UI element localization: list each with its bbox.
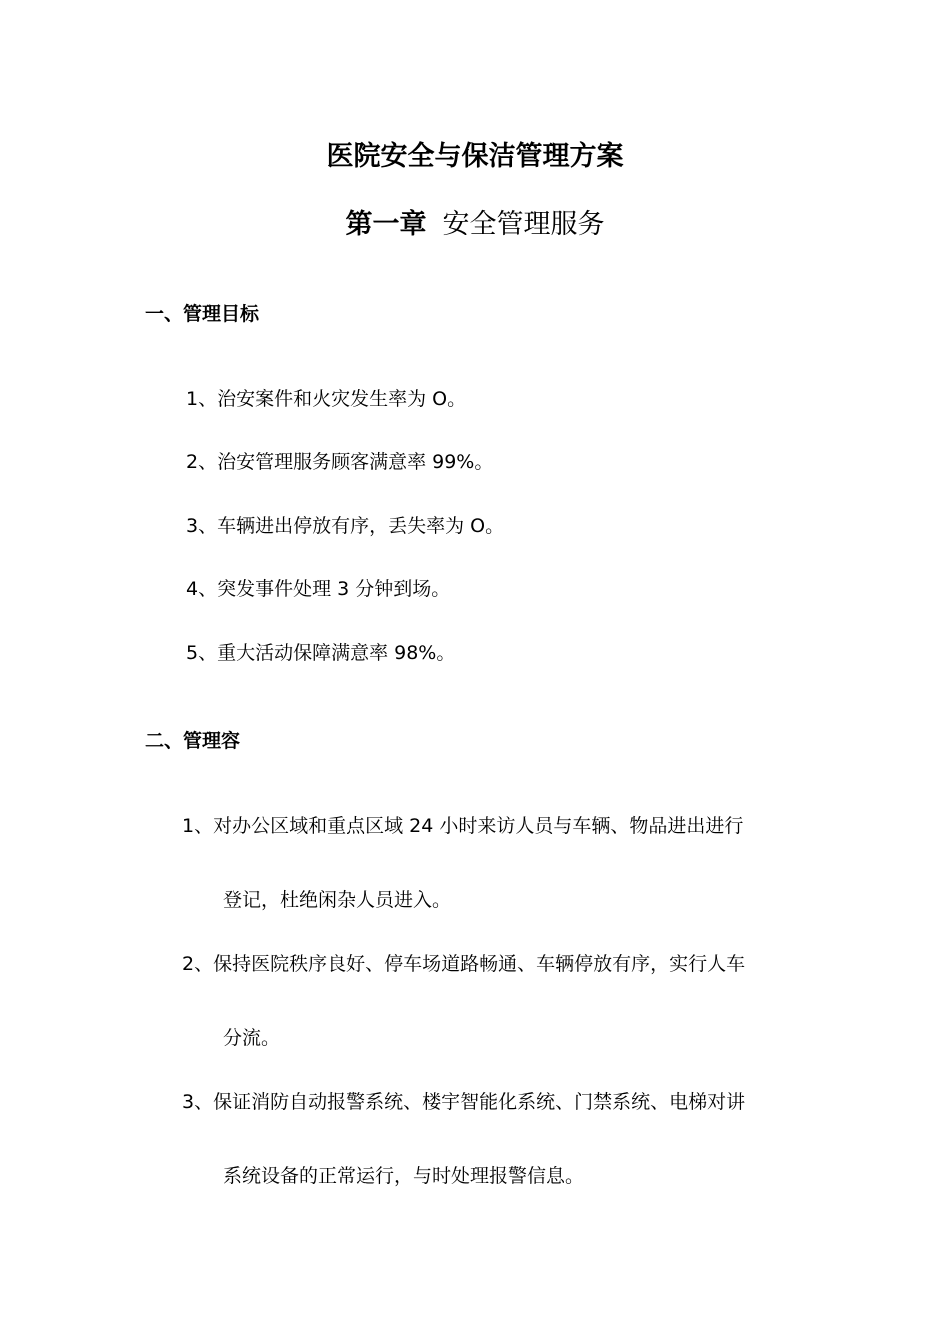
- chapter-heading: [0, 202, 950, 241]
- list-item: 5、重大活动保障满意率 98%。: [186, 642, 456, 664]
- chapter-name: 安全管理服务: [442, 209, 605, 240]
- section-heading-goals: 一、管理目标: [145, 303, 260, 325]
- document-title: 医院安全与保洁管理方案: [326, 141, 624, 172]
- list-item: 1、对办公区域和重点区域 24 小时来访人员与车辆、物品进出进行: [182, 815, 744, 837]
- chapter-number: 第一章: [345, 209, 427, 240]
- list-item-continuation: 分流。: [223, 1027, 281, 1049]
- section-heading-content: 二、管理容: [145, 730, 241, 752]
- list-item: 3、保证消防自动报警系统、楼宇智能化系统、门禁系统、电梯对讲: [182, 1091, 746, 1113]
- list-item: 2、治安管理服务顾客满意率 99%。: [186, 451, 494, 473]
- list-item: 4、突发事件处理 3 分钟到场。: [186, 578, 451, 600]
- list-item: 3、车辆进出停放有序，丢失率为 O。: [186, 515, 505, 537]
- list-item: 1、治安案件和火灾发生率为 O。: [186, 388, 467, 410]
- list-item-continuation: 系统设备的正常运行，与时处理报警信息。: [223, 1165, 585, 1187]
- list-item-continuation: 登记，杜绝闲杂人员进入。: [223, 889, 452, 911]
- list-item: 2、保持医院秩序良好、停车场道路畅通、车辆停放有序，实行人车: [182, 953, 746, 975]
